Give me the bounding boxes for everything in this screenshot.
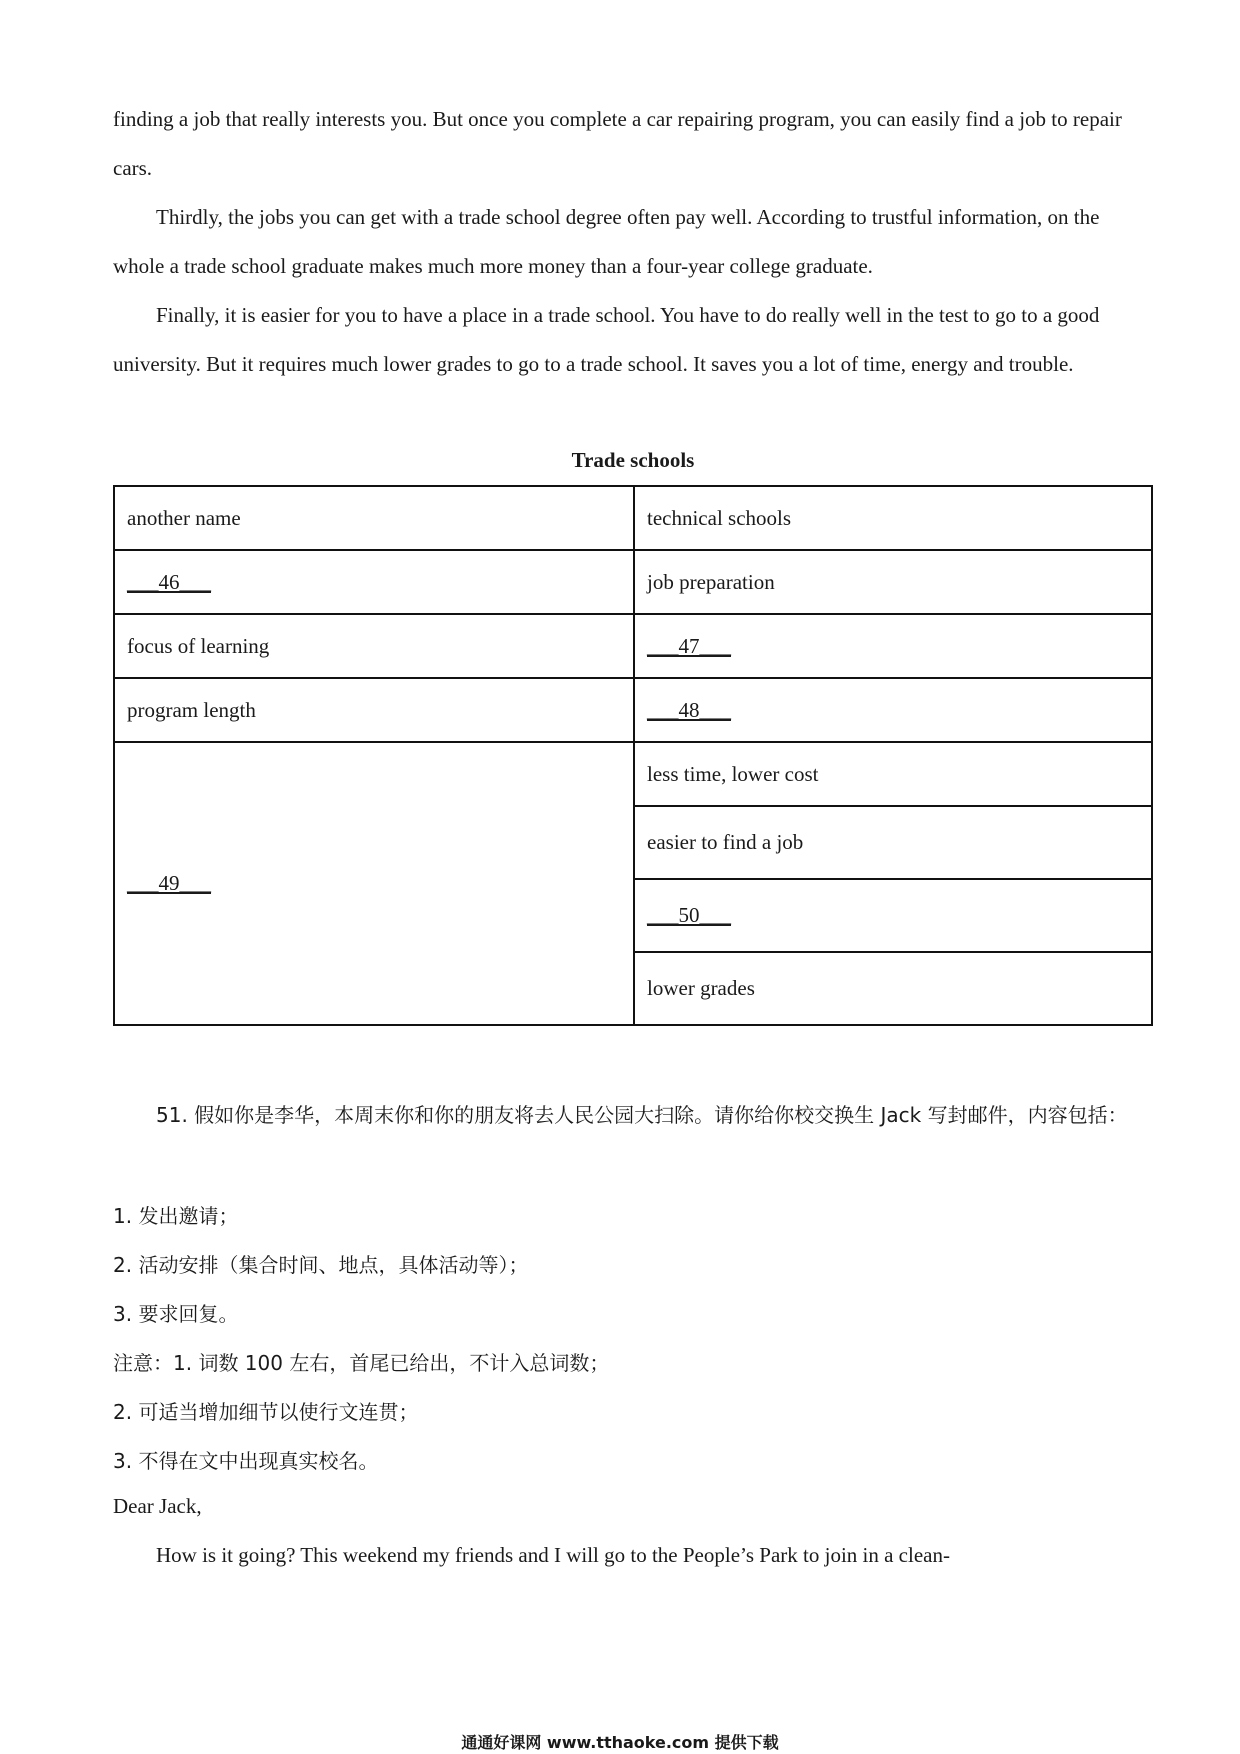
passage-paragraph-1: finding a job that really interests you. But once you complete a car repairing program, you can easily find a job to repair cars. [113, 107, 1122, 180]
writing-item-3: 3. 要求回复。 [113, 1302, 239, 1326]
blank-46 [114, 550, 634, 614]
blank-text: ___50___ [647, 903, 731, 927]
table-row [114, 678, 1152, 742]
writing-note-2: 2. 可适当增加细节以使行文连贯； [113, 1400, 419, 1424]
table-row [114, 614, 1152, 678]
writing-item-1: 1. 发出邀请； [113, 1204, 239, 1228]
table-cell: easier to find a job [634, 806, 1152, 879]
writing-item-2: 2. 活动安排（集合时间、地点，具体活动等）； [113, 1253, 529, 1277]
table-cell: lower grades [634, 952, 1152, 1025]
passage-paragraph-2: Thirdly, the jobs you can get with a trade school degree often pay well. According to trustful information, on the whole a trade school graduate makes much more money than a four-year college graduate. [113, 205, 1100, 278]
table-row [114, 550, 1152, 614]
table-cell: technical schools [634, 486, 1152, 550]
table-row [114, 486, 1152, 550]
table-cell: less time, lower cost [634, 742, 1152, 806]
blank-text: ___46___ [127, 569, 211, 594]
table-cell: another name [114, 486, 634, 550]
blank-text: ___48___ [647, 697, 731, 722]
page-footer: 通通好课网 www.tthaoke.com 提供下载 [461, 1733, 779, 1752]
passage-paragraph-3: Finally, it is easier for you to have a place in a trade school. You have to do really well in the test to go to a good university. But it requires much lower grades to go to a trade school. It saves you a lot of time, energy and trouble. [113, 303, 1100, 376]
table-cell: focus of learning [114, 614, 634, 678]
writing-note-1: 注意：1. 词数 100 左右，首尾已给出，不计入总词数； [113, 1351, 610, 1375]
blank-50 [634, 879, 1152, 952]
writing-note-3: 3. 不得在文中出现真实校名。 [113, 1449, 379, 1473]
blank-48 [634, 678, 1152, 742]
letter-greeting: Dear Jack, [113, 1494, 202, 1518]
blank-47 [634, 614, 1152, 678]
table-cell: job preparation [634, 550, 1152, 614]
writing-prompt: 51. 假如你是李华，本周末你和你的朋友将去人民公园大扫除。请你给你校交换生 Jack 写封邮件，内容包括： [156, 1103, 1128, 1127]
blank-text: ___47___ [647, 633, 731, 658]
blank-text: ___49___ [127, 871, 211, 895]
blank-49 [114, 742, 634, 1025]
table-title: Trade schools [571, 448, 695, 472]
table-row [114, 742, 1152, 806]
trade-schools-table [113, 485, 1153, 1026]
table-cell: program length [114, 678, 634, 742]
letter-opening: How is it going? This weekend my friends and I will go to the People’s Park to join in a clean- [156, 1543, 950, 1567]
